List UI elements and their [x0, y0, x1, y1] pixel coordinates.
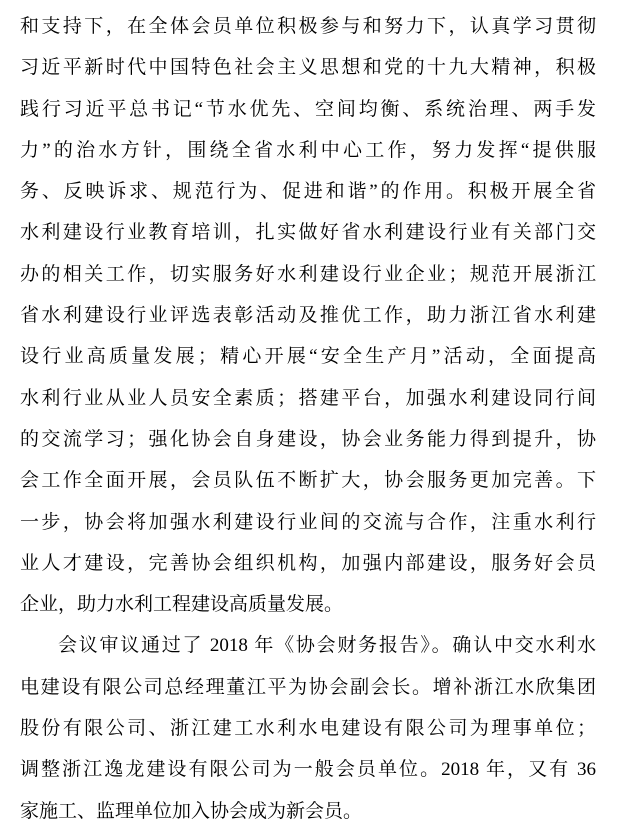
text-line: 力”的治水方针，围绕全省水利中心工作，努力发挥“提供服	[20, 139, 596, 161]
text-line: 办的相关工作，切实服务好水利建设行业企业；规范开展浙江	[20, 263, 596, 285]
text-line: 会工作全面开展，会员队伍不断扩大，协会服务更加完善。下	[20, 470, 596, 492]
text-line: 习近平新时代中国特色社会主义思想和党的十九大精神，积极	[20, 57, 596, 79]
document-body	[20, 6, 596, 831]
text-line: 的交流学习；强化协会自身建设，协会业务能力得到提升，协	[20, 428, 596, 450]
text-line: 设行业高质量发展；精心开展“安全生产月”活动，全面提高	[20, 346, 596, 368]
text-line: 省水利建设行业评选表彰活动及推优工作，助力浙江省水利建	[20, 305, 596, 327]
text-line: 和支持下，在全体会员单位积极参与和努力下，认真学习贯彻	[20, 16, 596, 37]
text-line: 践行习近平总书记“节水优先、空间均衡、系统治理、两手发	[20, 98, 596, 120]
text-line: 企业，助力水利工程建设高质量发展。	[20, 594, 344, 616]
text-line: 会议审议通过了 2018 年《协会财务报告》。确认中交水利水	[58, 635, 596, 657]
text-line: 水利行业从业人员安全素质；搭建平台，加强水利建设同行间	[20, 387, 596, 409]
text-line: 电建设有限公司总经理董江平为协会副会长。增补浙江水欣集团	[20, 676, 596, 698]
paragraph-2	[20, 625, 596, 831]
text-line: 务、反映诉求、规范行为、促进和谐”的作用。积极开展全省	[20, 181, 596, 203]
text-line: 水利建设行业教育培训，扎实做好省水利建设行业有关部门交	[20, 222, 596, 244]
text-line: 一步，协会将加强水利建设行业间的交流与合作，注重水利行	[20, 511, 596, 533]
text-line: 调整浙江逸龙建设有限公司为一般会员单位。2018 年，又有 36	[20, 759, 596, 781]
text-line: 股份有限公司、浙江建工水利水电建设有限公司为理事单位；	[20, 718, 596, 740]
text-line: 业人才建设，完善协会组织机构，加强内部建设，服务好会员	[20, 552, 596, 574]
paragraph-1	[20, 6, 596, 625]
text-line: 家施工、监理单位加入协会成为新会员。	[20, 800, 363, 822]
